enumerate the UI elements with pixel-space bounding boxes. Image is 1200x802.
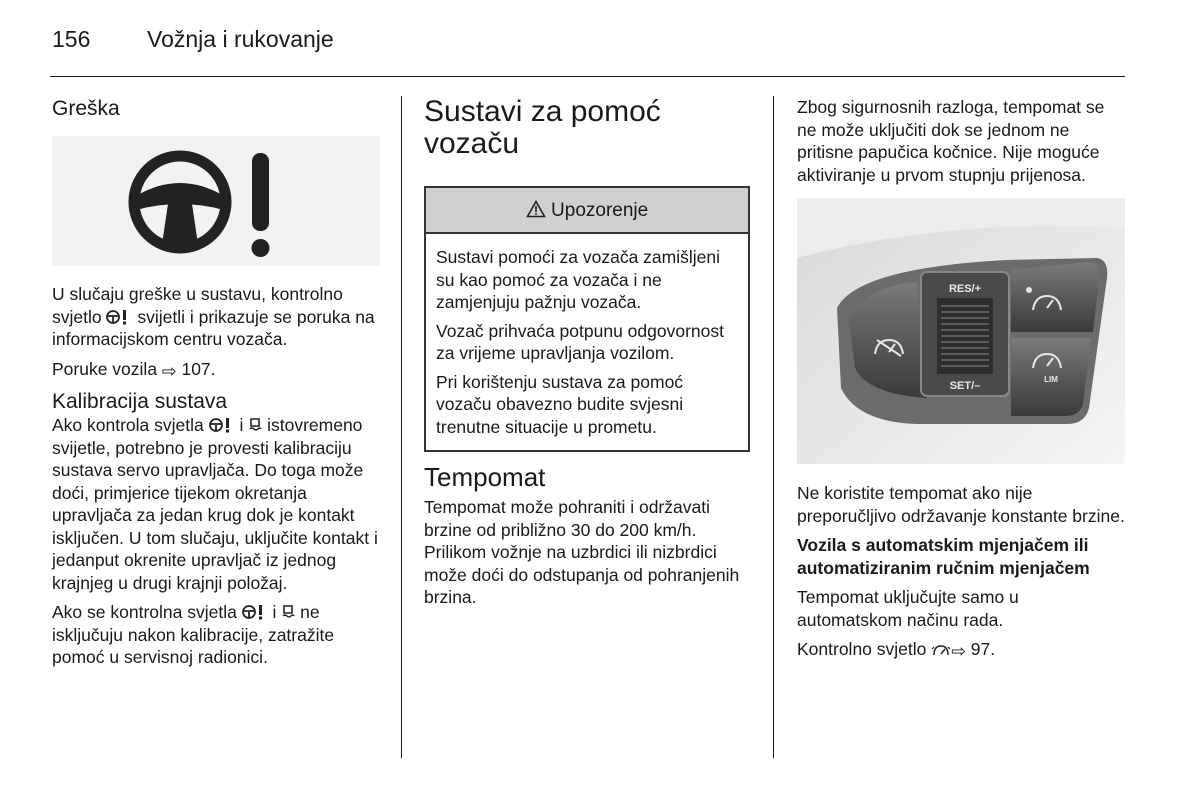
column-3 — [797, 96, 1127, 670]
section-heading-driver-assistance: Sustavi za pomoć vozaču — [424, 95, 661, 160]
subheading-automatic-transmission: Vozila s automatskim mjenjačem ili automatiziranim ručnim mjenjačem — [797, 535, 1090, 578]
paragraph-safety: Zbog sigurnosnih razloga, tempomat se ne može uključiti dok se jednom ne pritisne papučica kočnice. Nije moguće aktiviranje u prvom stupnju prijenosa. — [797, 97, 1105, 185]
paragraph-control-light: Kontrolno svjetlo ⇨ 97. — [797, 639, 996, 661]
column-divider-1 — [401, 96, 402, 758]
warning-box — [424, 186, 750, 452]
section-heading-greska: Greška — [52, 97, 120, 120]
steering-fault-illustration — [52, 136, 380, 266]
steering-fault-icon — [242, 604, 268, 620]
paragraph-automatic-mode: Tempomat uključujte samo u automatskom načinu rada. — [797, 587, 1019, 630]
steering-wheel-controls-photo — [797, 198, 1125, 464]
page-header — [52, 26, 334, 53]
page-number: 156 — [52, 26, 91, 52]
paragraph-vehicle-messages: Poruke vozila ⇨ 107. — [52, 358, 216, 381]
subheading-calibration: Kalibracija sustava — [52, 390, 228, 413]
section-heading-cruise-control: Tempomat — [424, 462, 546, 492]
column-divider-2 — [773, 96, 774, 758]
res-label: RES/+ — [948, 283, 982, 295]
page-reference-icon: ⇨ — [161, 360, 177, 381]
warning-title: Upozorenje — [551, 200, 649, 221]
paragraph-fault: U slučaju greške u sustavu, kontrolno svjetlo svijetli i prikazuje se poruka na informacijskom centru vozača. — [52, 284, 375, 349]
paragraph-constant-speed: Ne koristite tempomat ako nije preporučljivo održavanje konstante brzine. — [797, 483, 1125, 526]
warning-paragraph-3: Pri korištenju sustava za pomoć vozaču obavezno budite svjesni trenutne situacije u prometu. — [436, 371, 684, 437]
column-1 — [52, 96, 382, 676]
cruise-control-buttons-illustration — [797, 198, 1125, 464]
stability-control-icon — [248, 417, 262, 433]
paragraph-calibration: Ako kontrola svjetla i istovremeno svijetle, potrebno je provesti kalibraciju sustava servo upravljača. Do toga može doći, primjerice tijekom okretanja upravljača za jedan krug dok je kontakt isključen. U tom slučaju, uključite kontakt i jedanput okrenite upravljač iz jednog krajnjeg u drugi krajnji položaj. — [52, 415, 378, 593]
header-rule — [50, 76, 1125, 77]
set-label: SET/– — [949, 380, 981, 392]
steering-fault-icon — [209, 417, 235, 433]
warning-body — [426, 234, 748, 450]
warning-header — [426, 188, 748, 234]
paragraph-calibration-service: Ako se kontrolna svjetla i ne isključuju nakon kalibracije, zatražite pomoć u servisnoj radionici. — [52, 602, 335, 667]
paragraph-cruise-control: Tempomat može pohraniti i održavati brzine od približno 30 do 200 km/h. Prilikom vožnje na uzbrdici ili nizbrdici može doći do odstupanja od pohranjenih brzina. — [424, 497, 740, 607]
chapter-title: Vožnja i rukovanje — [147, 26, 334, 52]
lim-label: LIM — [1044, 375, 1058, 384]
warning-paragraph-1: Sustavi pomoći za vozača zamišljeni su kao pomoć za vozača i ne zamjenjuju pažnju vozača. — [436, 247, 721, 312]
cruise-control-indicator-icon — [931, 643, 951, 657]
stability-control-icon — [281, 604, 295, 620]
warning-triangle-icon — [526, 200, 546, 218]
page-reference-icon: ⇨ — [951, 641, 966, 661]
steering-fault-icon — [52, 136, 380, 266]
steering-fault-icon — [106, 309, 132, 325]
column-2 — [424, 96, 754, 616]
warning-paragraph-2: Vozač prihvaća potpunu odgovornost za vrijeme upravljanja vozilom. — [436, 320, 724, 363]
